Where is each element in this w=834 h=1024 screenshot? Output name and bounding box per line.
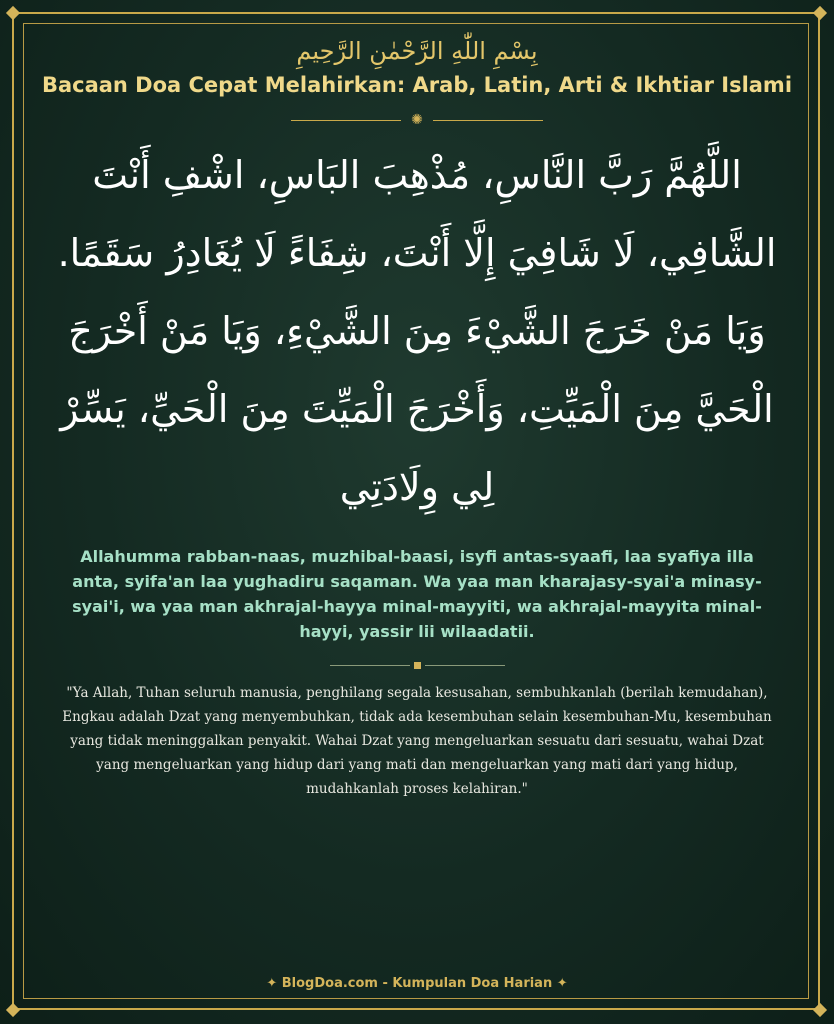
flower-ornament-icon: ✺ <box>411 112 423 128</box>
translation-divider <box>40 662 794 669</box>
footer-credit: ✦ BlogDoa.com - Kumpulan Doa Harian ✦ <box>266 976 568 991</box>
divider-line-left <box>330 665 410 666</box>
dua-latin-text: Allahumma rabban-naas, muzhibal-baasi, isyfi antas-syaafi, laa syafiya illa anta, syifa'an laa yughadiru saqaman. Wa yaa man kharajasy-syai'a minasy-syai'i, wa yaa man akhrajal-hayya minal-mayyiti, wa akhrajal-mayyita minal-hayyi, yassir lii wilaadatii. <box>72 547 762 641</box>
dua-arabic-text: اللَّهُمَّ رَبَّ النَّاسِ، مُذْهِبَ البَاسِ، اشْفِ أَنْتَ الشَّافِي، لَا شَافِيَ إِلَّا أَنْتَ، شِفَاءً لَا يُغَادِرُ سَقَمًا. وَيَا مَنْ خَرَجَ الشَّيْءَ مِنَ الشَّيْءِ، وَيَا مَنْ أَخْرَجَ الْحَيَّ مِنَ الْمَيِّتِ، وَأَخْرَجَ الْمَيِّتَ مِنَ الْحَيِّ، يَسِّرْ لِي وِلَادَتِي <box>57 153 777 509</box>
dua-translation-text: "Ya Allah, Tuhan seluruh manusia, penghilang segala kesusahan, sembuhkanlah (berilah kemudahan), Engkau adalah Dzat yang menyembuhkan, tidak ada kesembuhan selain kesembuhan-Mu, kesembuhan yang tidak meninggalkan penyakit. Wahai Dzat yang mengeluarkan sesuatu dari sesuatu, wahai Dzat yang mengeluarkan yang hidup dari yang mati dan mengeluarkan yang mati dari yang hidup, mudahkanlah proses kelahiran." <box>62 685 772 797</box>
divider-line-right <box>433 120 543 121</box>
title-divider <box>40 112 794 128</box>
page-title: Bacaan Doa Cepat Melahirkan: Arab, Latin, Arti & Ikhtiar Islami <box>41 73 793 97</box>
basmala: بِسْمِ اللّٰهِ الرَّحْمٰنِ الرَّحِيمِ <box>296 37 538 65</box>
divider-line-left <box>291 120 401 121</box>
divider-line-right <box>425 665 505 666</box>
square-ornament-icon <box>414 662 421 669</box>
main-content <box>40 30 794 801</box>
